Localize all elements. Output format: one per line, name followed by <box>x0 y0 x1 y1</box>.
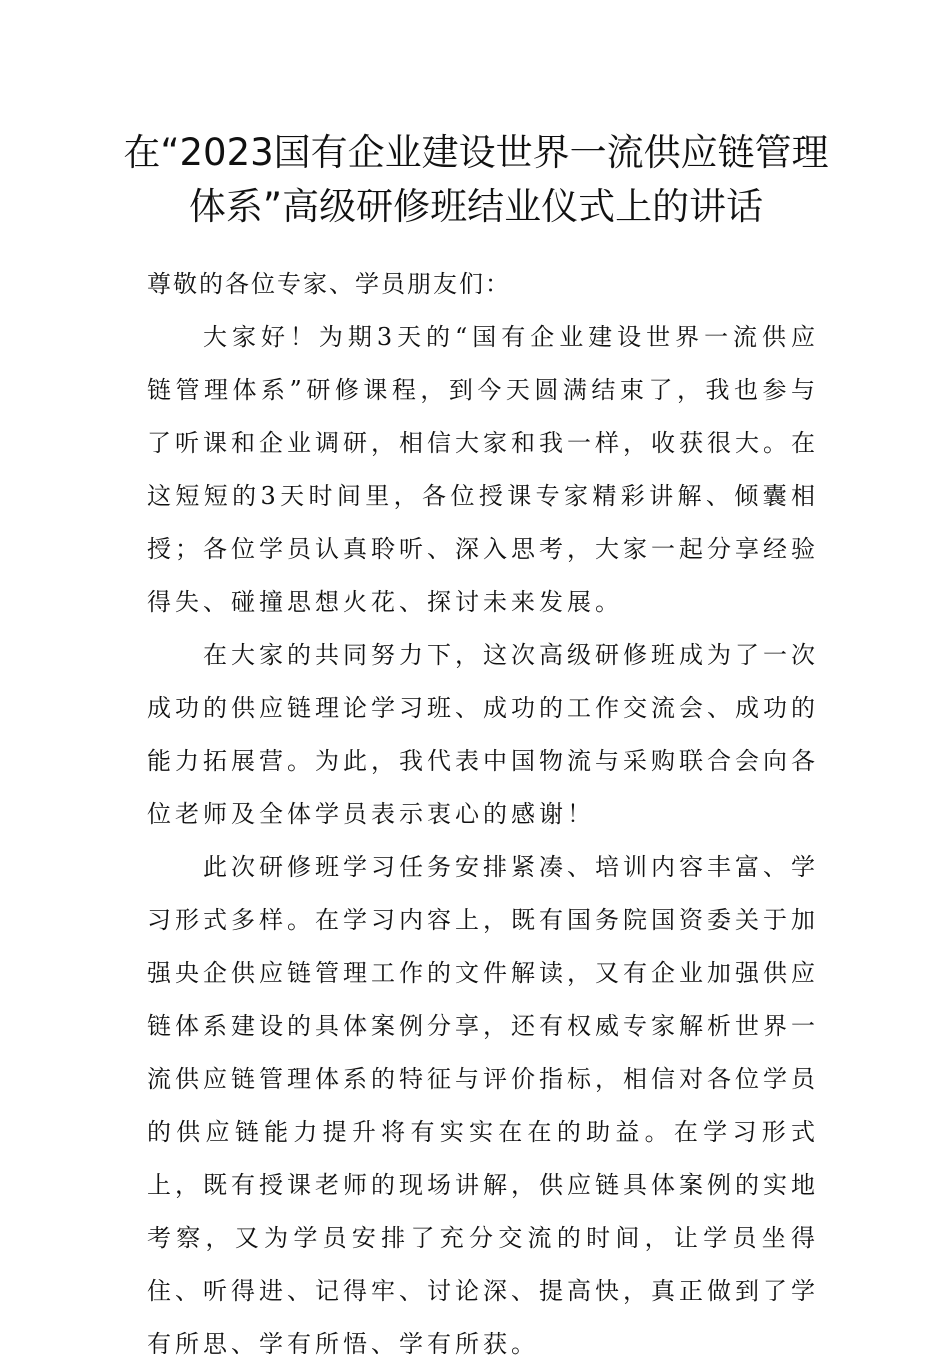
salutation: 尊敬的各位专家、学员朋友们： <box>147 270 511 298</box>
paragraph-3: 此次研修班学习任务安排紧凑、培训内容丰富、学习形式多样。在学习内容上，既有国务院国资委关于加强央企供应链管理工作的文件解读，又有企业加强供应链体系建设的具体案例分享，还有权威专家解析世界一流供应链管理体系的特征与评价指标，相信对各位学员的供应链能力提升将有实实在在的助益。在学习形式上，既有授课老师的现场讲解，供应链具体案例的实地考察，又为学员安排了充分交流的时间，让学员坐得住、听得进、记得牢、讨论深、提高快，真正做到了学有所思、学有所悟、学有所获。 <box>147 853 819 1358</box>
paragraph-1: 大家好！为期3天的“国有企业建设世界一流供应链管理体系”研修课程，到今天圆满结束了，我也参与了听课和企业调研，相信大家和我一样，收获很大。在这短短的3天时间里，各位授课专家精彩讲解、倾囊相授；各位学员认真聆听、深入思考，大家一起分享经验得失、碰撞思想火花、探讨未来发展。 <box>147 323 819 616</box>
paragraph-2: 在大家的共同努力下，这次高级研修班成为了一次成功的供应链理论学习班、成功的工作交流会、成功的能力拓展营。为此，我代表中国物流与采购联合会向各位老师及全体学员表示衷心的感谢！ <box>147 641 819 828</box>
document-title: 在“2023国有企业建设世界一流供应链管理体系”高级研修班结业仪式上的讲话 <box>123 131 829 228</box>
document-body <box>147 258 819 1371</box>
